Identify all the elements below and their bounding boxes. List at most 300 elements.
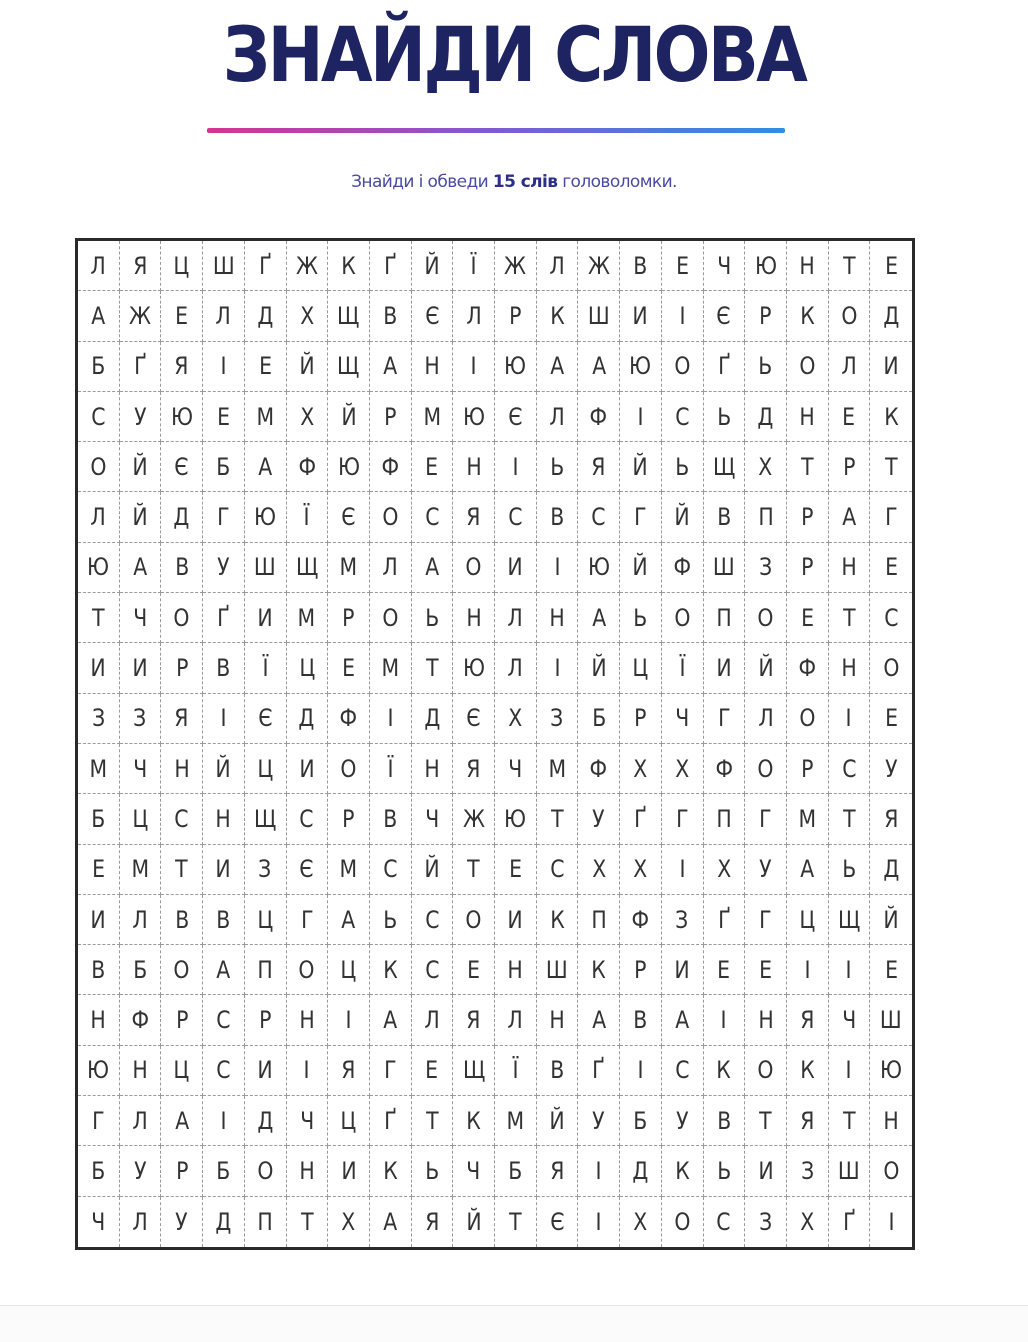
grid-cell[interactable] [829, 1197, 871, 1247]
grid-cell[interactable] [245, 392, 287, 442]
grid-cell[interactable] [704, 895, 746, 945]
grid-cell[interactable] [203, 442, 245, 492]
grid-cell[interactable] [870, 794, 912, 844]
grid-cell[interactable] [120, 241, 162, 291]
grid-cell[interactable] [370, 442, 412, 492]
grid-cell[interactable] [412, 995, 454, 1045]
grid-cell[interactable] [870, 694, 912, 744]
grid-cell[interactable] [412, 895, 454, 945]
grid-cell[interactable] [704, 794, 746, 844]
grid-cell[interactable] [245, 442, 287, 492]
grid-cell[interactable] [787, 794, 829, 844]
grid-cell[interactable] [245, 593, 287, 643]
grid-cell[interactable] [328, 291, 370, 341]
grid-cell[interactable] [704, 442, 746, 492]
grid-cell[interactable] [78, 1197, 120, 1247]
grid-cell[interactable] [578, 593, 620, 643]
grid-cell[interactable] [78, 241, 120, 291]
grid-cell[interactable] [453, 543, 495, 593]
grid-cell[interactable] [704, 492, 746, 542]
grid-cell[interactable] [287, 291, 329, 341]
grid-cell[interactable] [829, 744, 871, 794]
grid-cell[interactable] [203, 543, 245, 593]
grid-cell[interactable] [161, 593, 203, 643]
grid-cell[interactable] [537, 895, 579, 945]
grid-cell[interactable] [287, 492, 329, 542]
grid-cell[interactable] [120, 643, 162, 693]
grid-cell[interactable] [745, 895, 787, 945]
grid-cell[interactable] [578, 845, 620, 895]
grid-cell[interactable] [787, 945, 829, 995]
grid-cell[interactable] [203, 995, 245, 1045]
grid-cell[interactable] [453, 694, 495, 744]
grid-cell[interactable] [620, 442, 662, 492]
grid-cell[interactable] [203, 593, 245, 643]
grid-cell[interactable] [662, 543, 704, 593]
grid-cell[interactable] [453, 342, 495, 392]
grid-cell[interactable] [78, 492, 120, 542]
grid-cell[interactable] [745, 1096, 787, 1146]
grid-cell[interactable] [495, 392, 537, 442]
grid-cell[interactable] [287, 342, 329, 392]
grid-cell[interactable] [662, 291, 704, 341]
grid-cell[interactable] [620, 945, 662, 995]
grid-cell[interactable] [620, 1146, 662, 1196]
grid-cell[interactable] [161, 543, 203, 593]
grid-cell[interactable] [745, 593, 787, 643]
grid-cell[interactable] [620, 1096, 662, 1146]
grid-cell[interactable] [412, 794, 454, 844]
grid-cell[interactable] [662, 995, 704, 1045]
grid-cell[interactable] [829, 995, 871, 1045]
grid-cell[interactable] [870, 1146, 912, 1196]
grid-cell[interactable] [203, 1146, 245, 1196]
grid-cell[interactable] [287, 241, 329, 291]
grid-cell[interactable] [120, 845, 162, 895]
grid-cell[interactable] [245, 794, 287, 844]
grid-cell[interactable] [453, 643, 495, 693]
grid-cell[interactable] [78, 1146, 120, 1196]
grid-cell[interactable] [328, 442, 370, 492]
grid-cell[interactable] [704, 241, 746, 291]
grid-cell[interactable] [453, 392, 495, 442]
grid-cell[interactable] [537, 845, 579, 895]
grid-cell[interactable] [328, 694, 370, 744]
grid-cell[interactable] [203, 342, 245, 392]
grid-cell[interactable] [662, 694, 704, 744]
grid-cell[interactable] [870, 1096, 912, 1146]
grid-cell[interactable] [495, 643, 537, 693]
grid-cell[interactable] [120, 1197, 162, 1247]
grid-cell[interactable] [328, 1197, 370, 1247]
grid-cell[interactable] [704, 392, 746, 442]
grid-cell[interactable] [704, 543, 746, 593]
grid-cell[interactable] [495, 1096, 537, 1146]
grid-cell[interactable] [829, 845, 871, 895]
grid-cell[interactable] [662, 1046, 704, 1096]
grid-cell[interactable] [287, 895, 329, 945]
grid-cell[interactable] [870, 241, 912, 291]
grid-cell[interactable] [620, 1197, 662, 1247]
grid-cell[interactable] [120, 744, 162, 794]
grid-cell[interactable] [287, 845, 329, 895]
grid-cell[interactable] [662, 492, 704, 542]
grid-cell[interactable] [829, 492, 871, 542]
grid-cell[interactable] [704, 945, 746, 995]
grid-cell[interactable] [78, 845, 120, 895]
grid-cell[interactable] [78, 744, 120, 794]
grid-cell[interactable] [745, 241, 787, 291]
grid-cell[interactable] [787, 895, 829, 945]
grid-cell[interactable] [829, 543, 871, 593]
grid-cell[interactable] [203, 895, 245, 945]
grid-cell[interactable] [245, 995, 287, 1045]
grid-cell[interactable] [245, 1197, 287, 1247]
grid-cell[interactable] [120, 945, 162, 995]
grid-cell[interactable] [78, 694, 120, 744]
grid-cell[interactable] [704, 1146, 746, 1196]
grid-cell[interactable] [245, 543, 287, 593]
grid-cell[interactable] [870, 442, 912, 492]
grid-cell[interactable] [537, 1046, 579, 1096]
grid-cell[interactable] [537, 342, 579, 392]
grid-cell[interactable] [662, 845, 704, 895]
grid-cell[interactable] [412, 543, 454, 593]
grid-cell[interactable] [787, 744, 829, 794]
grid-cell[interactable] [453, 895, 495, 945]
grid-cell[interactable] [620, 643, 662, 693]
grid-cell[interactable] [537, 1146, 579, 1196]
grid-cell[interactable] [578, 945, 620, 995]
grid-cell[interactable] [704, 1197, 746, 1247]
grid-cell[interactable] [870, 543, 912, 593]
grid-cell[interactable] [161, 895, 203, 945]
grid-cell[interactable] [328, 1146, 370, 1196]
grid-cell[interactable] [370, 392, 412, 442]
grid-cell[interactable] [412, 845, 454, 895]
grid-cell[interactable] [578, 694, 620, 744]
grid-cell[interactable] [662, 643, 704, 693]
grid-cell[interactable] [537, 1096, 579, 1146]
grid-cell[interactable] [787, 1046, 829, 1096]
grid-cell[interactable] [578, 643, 620, 693]
grid-cell[interactable] [537, 694, 579, 744]
grid-cell[interactable] [412, 643, 454, 693]
grid-cell[interactable] [787, 241, 829, 291]
grid-cell[interactable] [537, 291, 579, 341]
grid-cell[interactable] [203, 945, 245, 995]
grid-cell[interactable] [662, 442, 704, 492]
grid-cell[interactable] [578, 895, 620, 945]
grid-cell[interactable] [829, 342, 871, 392]
grid-cell[interactable] [120, 694, 162, 744]
grid-cell[interactable] [662, 241, 704, 291]
grid-cell[interactable] [245, 744, 287, 794]
grid-cell[interactable] [829, 945, 871, 995]
grid-cell[interactable] [78, 593, 120, 643]
grid-cell[interactable] [704, 845, 746, 895]
grid-cell[interactable] [370, 1146, 412, 1196]
grid-cell[interactable] [287, 643, 329, 693]
grid-cell[interactable] [745, 794, 787, 844]
grid-cell[interactable] [412, 1197, 454, 1247]
grid-cell[interactable] [328, 794, 370, 844]
grid-cell[interactable] [161, 643, 203, 693]
grid-cell[interactable] [78, 291, 120, 341]
grid-cell[interactable] [328, 543, 370, 593]
grid-cell[interactable] [870, 744, 912, 794]
grid-cell[interactable] [287, 1197, 329, 1247]
grid-cell[interactable] [287, 392, 329, 442]
grid-cell[interactable] [78, 995, 120, 1045]
grid-cell[interactable] [578, 1046, 620, 1096]
grid-cell[interactable] [412, 492, 454, 542]
grid-cell[interactable] [120, 1046, 162, 1096]
grid-cell[interactable] [370, 995, 412, 1045]
grid-cell[interactable] [120, 895, 162, 945]
grid-cell[interactable] [745, 945, 787, 995]
grid-cell[interactable] [704, 995, 746, 1045]
grid-cell[interactable] [495, 945, 537, 995]
grid-cell[interactable] [245, 1046, 287, 1096]
grid-cell[interactable] [370, 895, 412, 945]
grid-cell[interactable] [620, 392, 662, 442]
grid-cell[interactable] [787, 995, 829, 1045]
grid-cell[interactable] [203, 794, 245, 844]
grid-cell[interactable] [287, 995, 329, 1045]
grid-cell[interactable] [495, 442, 537, 492]
grid-cell[interactable] [161, 442, 203, 492]
grid-cell[interactable] [829, 291, 871, 341]
grid-cell[interactable] [78, 643, 120, 693]
grid-cell[interactable] [495, 241, 537, 291]
grid-cell[interactable] [245, 643, 287, 693]
grid-cell[interactable] [787, 543, 829, 593]
grid-cell[interactable] [78, 1046, 120, 1096]
grid-cell[interactable] [578, 492, 620, 542]
grid-cell[interactable] [787, 492, 829, 542]
grid-cell[interactable] [453, 593, 495, 643]
grid-cell[interactable] [537, 543, 579, 593]
grid-cell[interactable] [829, 694, 871, 744]
grid-cell[interactable] [453, 945, 495, 995]
grid-cell[interactable] [203, 694, 245, 744]
grid-cell[interactable] [829, 1146, 871, 1196]
grid-cell[interactable] [662, 1096, 704, 1146]
grid-cell[interactable] [328, 895, 370, 945]
grid-cell[interactable] [662, 392, 704, 442]
grid-cell[interactable] [328, 492, 370, 542]
grid-cell[interactable] [412, 744, 454, 794]
grid-cell[interactable] [620, 291, 662, 341]
grid-cell[interactable] [495, 1197, 537, 1247]
grid-cell[interactable] [870, 845, 912, 895]
grid-cell[interactable] [704, 744, 746, 794]
grid-cell[interactable] [78, 794, 120, 844]
grid-cell[interactable] [495, 291, 537, 341]
grid-cell[interactable] [870, 492, 912, 542]
grid-cell[interactable] [287, 1146, 329, 1196]
grid-cell[interactable] [245, 845, 287, 895]
grid-cell[interactable] [829, 241, 871, 291]
grid-cell[interactable] [870, 945, 912, 995]
grid-cell[interactable] [453, 1197, 495, 1247]
grid-cell[interactable] [745, 1046, 787, 1096]
grid-cell[interactable] [328, 744, 370, 794]
grid-cell[interactable] [745, 744, 787, 794]
grid-cell[interactable] [328, 995, 370, 1045]
grid-cell[interactable] [620, 744, 662, 794]
grid-cell[interactable] [203, 492, 245, 542]
grid-cell[interactable] [287, 593, 329, 643]
grid-cell[interactable] [537, 643, 579, 693]
grid-cell[interactable] [161, 945, 203, 995]
grid-cell[interactable] [78, 1096, 120, 1146]
grid-cell[interactable] [578, 744, 620, 794]
grid-cell[interactable] [745, 995, 787, 1045]
grid-cell[interactable] [537, 241, 579, 291]
grid-cell[interactable] [412, 342, 454, 392]
grid-cell[interactable] [537, 442, 579, 492]
grid-cell[interactable] [328, 1046, 370, 1096]
grid-cell[interactable] [537, 744, 579, 794]
grid-cell[interactable] [745, 643, 787, 693]
grid-cell[interactable] [370, 744, 412, 794]
grid-cell[interactable] [829, 1046, 871, 1096]
grid-cell[interactable] [370, 694, 412, 744]
grid-cell[interactable] [370, 1096, 412, 1146]
grid-cell[interactable] [537, 492, 579, 542]
grid-cell[interactable] [203, 1096, 245, 1146]
grid-cell[interactable] [412, 694, 454, 744]
grid-cell[interactable] [745, 342, 787, 392]
grid-cell[interactable] [161, 291, 203, 341]
grid-cell[interactable] [161, 995, 203, 1045]
grid-cell[interactable] [620, 694, 662, 744]
grid-cell[interactable] [245, 241, 287, 291]
grid-cell[interactable] [745, 1197, 787, 1247]
grid-cell[interactable] [245, 1146, 287, 1196]
grid-cell[interactable] [120, 1146, 162, 1196]
grid-cell[interactable] [161, 492, 203, 542]
grid-cell[interactable] [870, 643, 912, 693]
grid-cell[interactable] [453, 492, 495, 542]
grid-cell[interactable] [370, 543, 412, 593]
grid-cell[interactable] [78, 543, 120, 593]
grid-cell[interactable] [704, 1096, 746, 1146]
grid-cell[interactable] [120, 593, 162, 643]
grid-cell[interactable] [161, 694, 203, 744]
grid-cell[interactable] [203, 643, 245, 693]
grid-cell[interactable] [453, 744, 495, 794]
grid-cell[interactable] [161, 845, 203, 895]
grid-cell[interactable] [537, 995, 579, 1045]
grid-cell[interactable] [287, 945, 329, 995]
grid-cell[interactable] [745, 291, 787, 341]
grid-cell[interactable] [453, 1146, 495, 1196]
grid-cell[interactable] [287, 1046, 329, 1096]
grid-cell[interactable] [704, 291, 746, 341]
grid-cell[interactable] [370, 342, 412, 392]
grid-cell[interactable] [161, 392, 203, 442]
grid-cell[interactable] [370, 845, 412, 895]
grid-cell[interactable] [704, 694, 746, 744]
grid-cell[interactable] [662, 794, 704, 844]
grid-cell[interactable] [829, 442, 871, 492]
grid-cell[interactable] [787, 291, 829, 341]
grid-cell[interactable] [453, 845, 495, 895]
grid-cell[interactable] [537, 945, 579, 995]
grid-cell[interactable] [578, 342, 620, 392]
grid-cell[interactable] [203, 1197, 245, 1247]
grid-cell[interactable] [662, 1197, 704, 1247]
grid-cell[interactable] [453, 995, 495, 1045]
grid-cell[interactable] [745, 492, 787, 542]
grid-cell[interactable] [495, 995, 537, 1045]
grid-cell[interactable] [745, 442, 787, 492]
grid-cell[interactable] [245, 291, 287, 341]
grid-cell[interactable] [578, 1197, 620, 1247]
grid-cell[interactable] [620, 342, 662, 392]
grid-cell[interactable] [370, 945, 412, 995]
grid-cell[interactable] [161, 241, 203, 291]
grid-cell[interactable] [245, 492, 287, 542]
grid-cell[interactable] [161, 744, 203, 794]
grid-cell[interactable] [495, 794, 537, 844]
grid-cell[interactable] [370, 1197, 412, 1247]
grid-cell[interactable] [370, 1046, 412, 1096]
grid-cell[interactable] [495, 1146, 537, 1196]
grid-cell[interactable] [245, 895, 287, 945]
grid-cell[interactable] [412, 291, 454, 341]
grid-cell[interactable] [578, 995, 620, 1045]
grid-cell[interactable] [870, 995, 912, 1045]
grid-cell[interactable] [328, 392, 370, 442]
grid-cell[interactable] [120, 543, 162, 593]
grid-cell[interactable] [704, 342, 746, 392]
grid-cell[interactable] [578, 442, 620, 492]
grid-cell[interactable] [787, 1146, 829, 1196]
grid-cell[interactable] [328, 945, 370, 995]
grid-cell[interactable] [620, 543, 662, 593]
grid-cell[interactable] [161, 1197, 203, 1247]
grid-cell[interactable] [287, 694, 329, 744]
grid-cell[interactable] [120, 392, 162, 442]
grid-cell[interactable] [161, 1046, 203, 1096]
grid-cell[interactable] [662, 895, 704, 945]
grid-cell[interactable] [287, 794, 329, 844]
grid-cell[interactable] [370, 643, 412, 693]
grid-cell[interactable] [662, 593, 704, 643]
grid-cell[interactable] [662, 945, 704, 995]
grid-cell[interactable] [870, 291, 912, 341]
grid-cell[interactable] [537, 593, 579, 643]
grid-cell[interactable] [745, 694, 787, 744]
grid-cell[interactable] [203, 241, 245, 291]
grid-cell[interactable] [120, 794, 162, 844]
grid-cell[interactable] [870, 1046, 912, 1096]
grid-cell[interactable] [620, 895, 662, 945]
grid-cell[interactable] [370, 492, 412, 542]
grid-cell[interactable] [829, 392, 871, 442]
grid-cell[interactable] [787, 593, 829, 643]
grid-cell[interactable] [412, 593, 454, 643]
grid-cell[interactable] [203, 744, 245, 794]
grid-cell[interactable] [287, 744, 329, 794]
grid-cell[interactable] [578, 1146, 620, 1196]
grid-cell[interactable] [495, 593, 537, 643]
grid-cell[interactable] [829, 643, 871, 693]
